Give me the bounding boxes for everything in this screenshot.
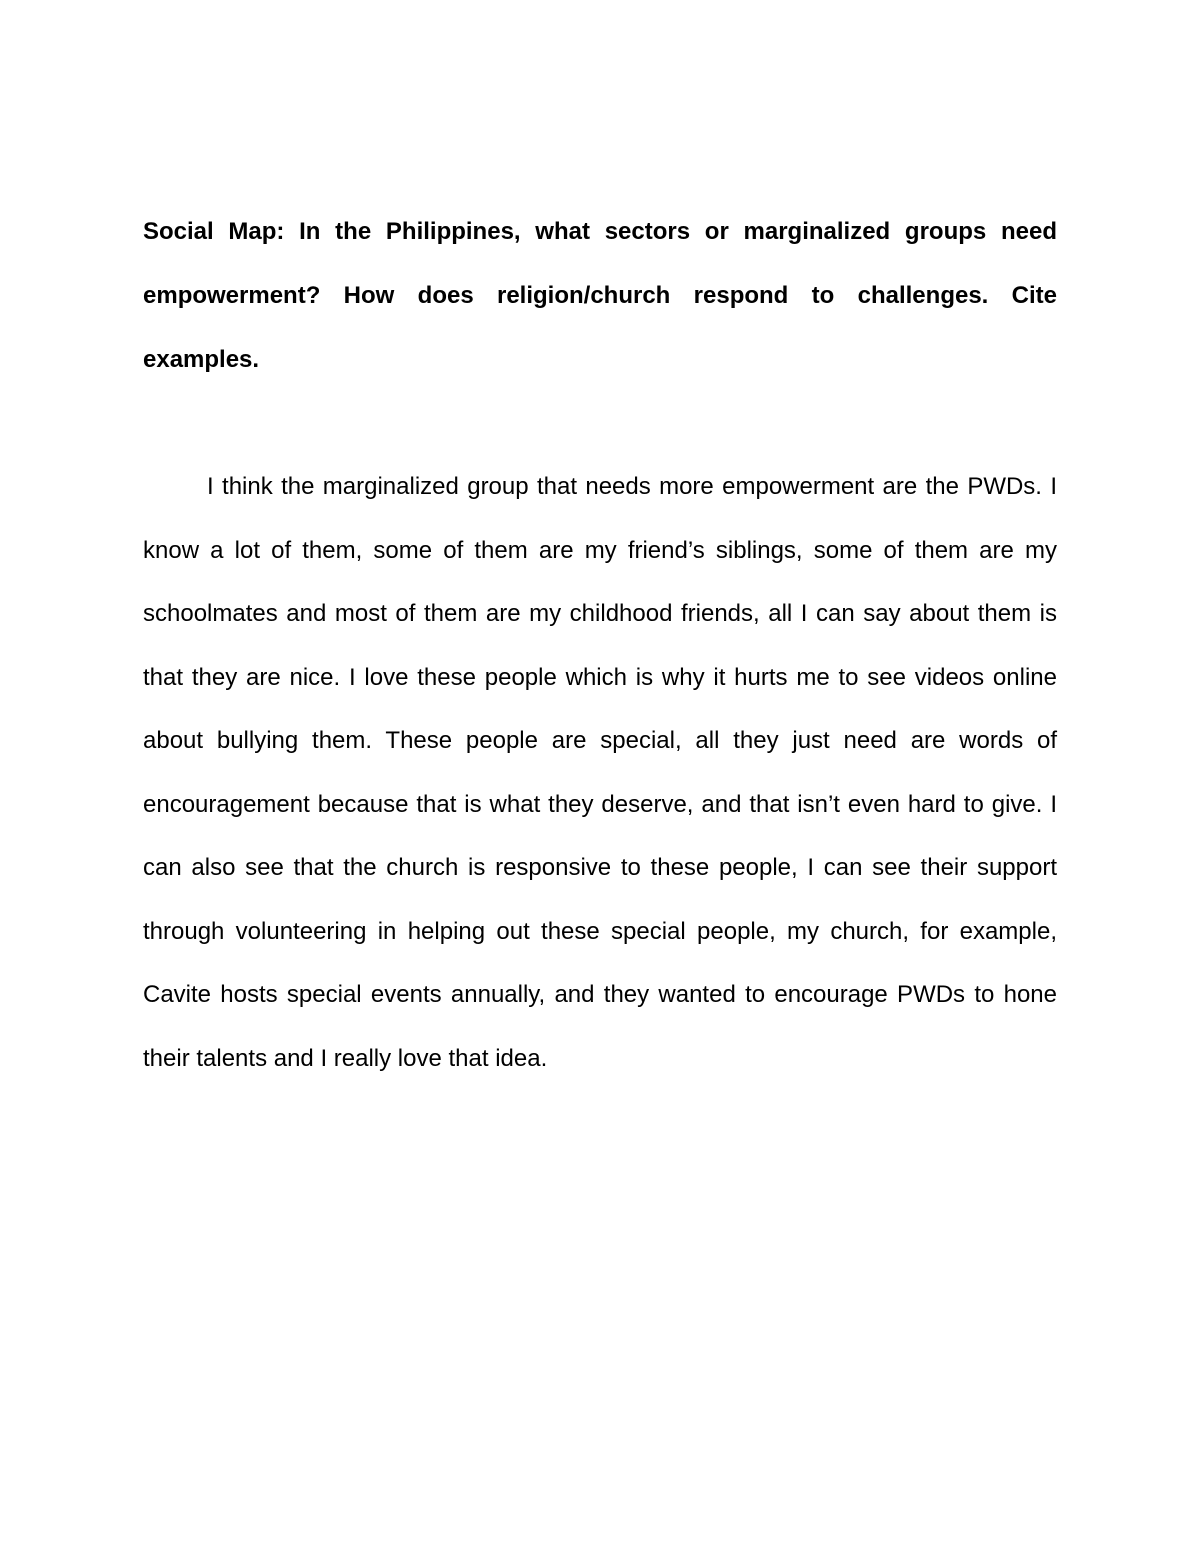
essay-body-paragraph: I think the marginalized group that needs more empowerment are the PWDs. I know a lot of them, some of them are my friend’s siblings, some of them are my schoolmates and most of them are my childhood friends, all I can say about them is that they are nice. I love these people which is why it hurts me to see videos online about bullying them. These people are special, all they just need are words of encouragement because that is what they deserve, and that isn’t even hard to give. I can also see that the church is responsive to these people, I can see their support through volunteering in helping out these special people, my church, for example, Cavite hosts special events annually, and they wanted to encourage PWDs to hone their talents and I really love that idea.	[143, 473, 1057, 1072]
document-content	[143, 200, 1057, 1090]
essay-question-heading: Social Map: In the Philippines, what sectors or marginalized groups need empowerment? How does religion/church respond to challenges. Cite examples.	[143, 218, 1057, 373]
